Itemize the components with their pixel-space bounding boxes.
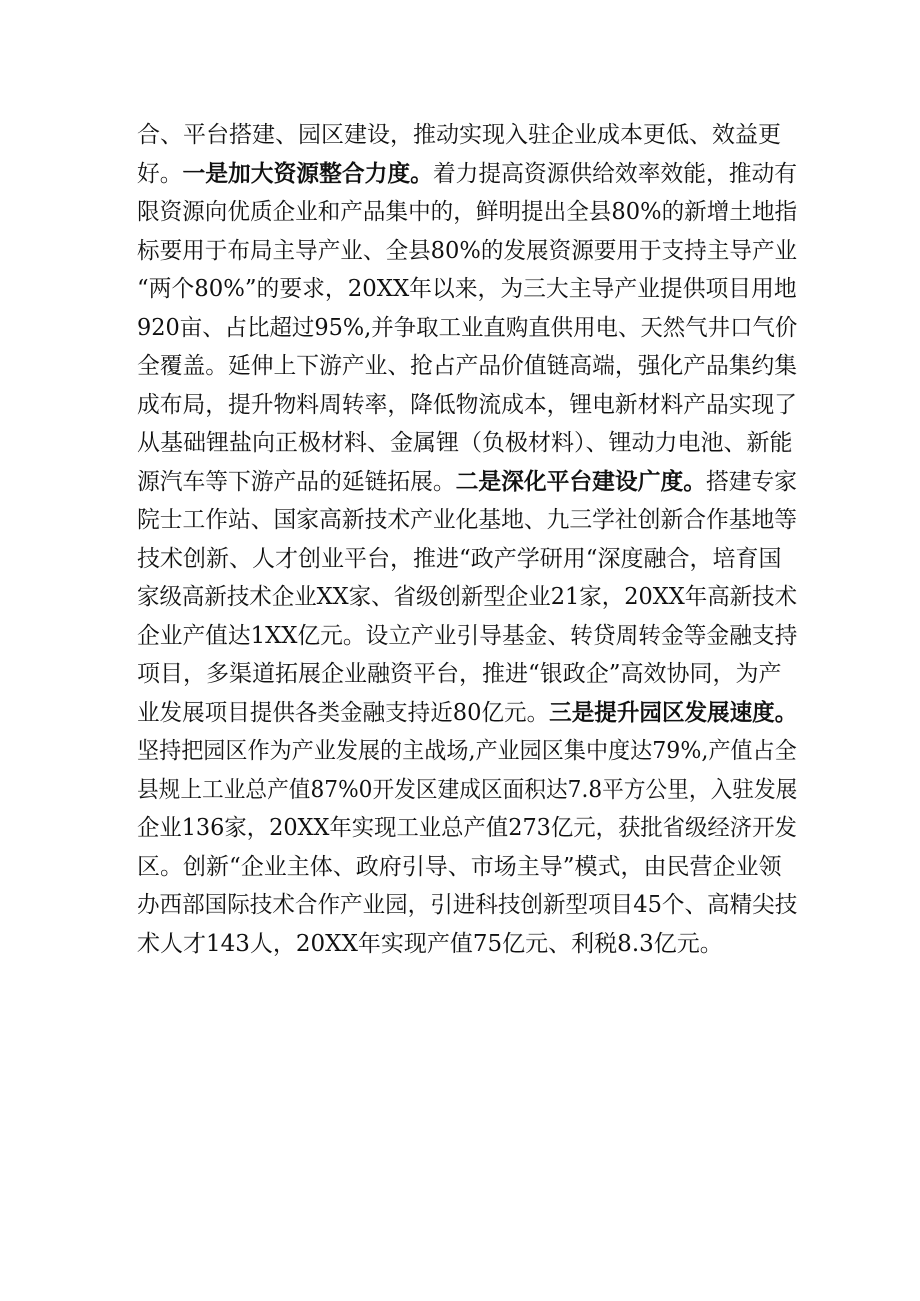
text-line [137, 694, 798, 733]
bold-heading-text: 三是提升园区发展速度。 [549, 699, 798, 726]
bold-heading-text: 一是加大资源整合力度。 [182, 160, 433, 187]
text-line [137, 193, 798, 232]
body-text: 合、平台搭建、园区建设，推动实现入驻企业成本更低、效益更 [137, 122, 781, 148]
text-line [137, 270, 797, 309]
text-line [137, 809, 797, 848]
body-text: 院士工作站、国家高新技术产业化基地、九三学社创新合作基地等 [137, 507, 797, 533]
body-text: 好。 [137, 160, 183, 187]
text-line [137, 501, 797, 540]
text-line [137, 232, 798, 271]
body-text: 企业产值达1XX亿元。设立产业引导基金、转贷周转金等金融支持 [137, 622, 798, 649]
text-line [137, 925, 797, 964]
text-line [137, 732, 797, 771]
text-line [137, 771, 798, 810]
text-line [137, 578, 798, 617]
text-line [137, 347, 797, 386]
body-text: 术人才143人，20XX年实现产值75亿元、利税8.3亿元。 [137, 930, 723, 957]
body-text: 从基础锂盐向正极材料、金属锂（负极材料）、锂动力电池、新能 [137, 430, 793, 456]
body-text: 坚持把园区作为产业发展的主战场,产业园区集中度达79%,产值占全 [137, 738, 797, 764]
body-text: 县规上工业总产值87%0开发区建成区面积达7.8平方公里，入驻发展 [137, 776, 798, 803]
body-text: 业发展项目提供各类金融支持近80亿元。 [137, 699, 550, 726]
body-text: 标要用于布局主导产业、全县80%的发展资源要用于支持主导产业 [137, 237, 798, 264]
bold-heading-text: 二是深化平台建设广度。 [455, 468, 706, 495]
body-text: 家级高新技术企业XX家、省级创新型企业21家，20XX年高新技术 [137, 584, 798, 610]
text-line [137, 848, 797, 887]
body-text: 区。创新“企业主体、政府引导、市场主导”模式，由民营企业领 [137, 853, 782, 880]
body-text: 办西部国际技术合作产业园，引进科技创新型项目45个、高精尖技 [137, 892, 798, 918]
text-line [137, 155, 797, 194]
body-text: 源汽车等下游产品的延链拓展。 [137, 468, 456, 495]
text-line [137, 655, 797, 694]
text-line [137, 617, 798, 656]
body-text: 搭建专家 [705, 468, 797, 495]
text-line [137, 309, 798, 348]
body-text: “两个80%”的要求，20XX年以来，为三大主导产业提供项目用地 [137, 276, 797, 302]
body-text: 着力提高资源供给效率效能，推动有 [432, 160, 797, 187]
body-text: 技术创新、人才创业平台，推进“政产学研用“深度融合，培育国 [137, 545, 782, 572]
text-line [137, 386, 797, 425]
body-text: 全覆盖。延伸上下游产业、抢占产品价值链高端，强化产品集约集 [137, 353, 797, 379]
body-text: 920亩、占比超过95%,并争取工业直购直供用电、天然气井口气价 [137, 314, 798, 341]
text-line [137, 886, 798, 925]
body-text: 成布局，提升物料周转率，降低物流成本，锂电新材料产品实现了 [137, 391, 797, 418]
text-line [137, 463, 797, 502]
text-line [137, 540, 797, 579]
body-text: 项目，多渠道拓展企业融资平台，推进“银政企”高效协同，为产 [137, 661, 782, 687]
body-text: 企业136家，20XX年实现工业总产值273亿元，获批省级经济开发 [137, 815, 797, 841]
body-paragraph [137, 116, 797, 963]
text-line [137, 424, 797, 463]
body-text: 限资源向优质企业和产品集中的，鲜明提出全县80%的新增土地指 [137, 199, 798, 225]
text-line [137, 116, 797, 155]
